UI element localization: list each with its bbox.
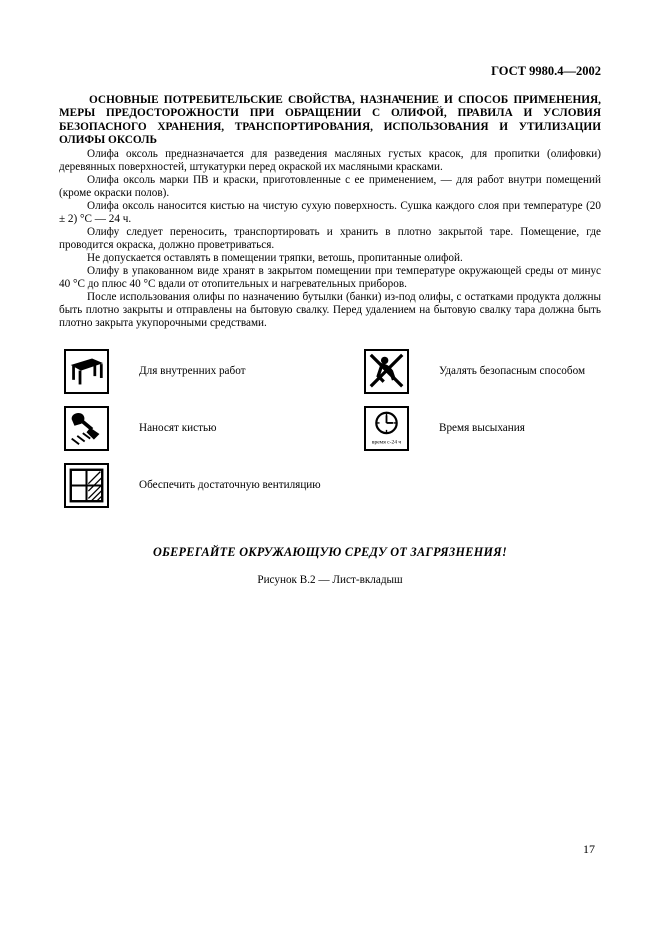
body-paragraph: Не допускается оставлять в помещении тряпки, ветошь, пропитанные олифой.	[87, 251, 463, 264]
pictogram-label: Наносят кистью	[139, 422, 217, 435]
pictogram-label: Время высыхания	[439, 422, 525, 435]
pictogram-ventilation	[64, 462, 364, 509]
pictogram-label: Удалять безопасным способом	[439, 365, 586, 378]
body-paragraph: Олифу следует переносить, транспортировать и хранить в плотно закрытой таре. Помещение, где проводится окраска, должно проветриваться.	[59, 225, 601, 251]
body-paragraph: Олифа оксоль наносится кистью на чистую сухую поверхность. Сушка каждого слоя при температуре (20 ± 2) °С — 24 ч.	[59, 199, 601, 225]
pictogram-safe-disposal	[364, 348, 606, 395]
table-icon	[64, 349, 109, 394]
pictogram-grid	[64, 348, 601, 509]
page-content	[59, 64, 601, 586]
body-paragraph: После использования олифы по назначению бутылки (банки) из-под олифы, с остатками продукта должны быть плотно закрыты и отправлены на бытовую свалку. Перед удалением на бытовую свалку тара должна быть плотно закрыта укупорочными средствами.	[59, 290, 601, 329]
page-number: 17	[583, 842, 595, 856]
clock-caption: время с-24 ч	[371, 438, 402, 445]
environment-notice: ОБЕРЕГАЙТЕ ОКРУЖАЮЩУЮ СРЕДУ ОТ ЗАГРЯЗНЕНИЯ!	[152, 544, 508, 559]
pictogram-interior-work	[64, 348, 364, 395]
pictogram-apply-brush	[64, 405, 364, 452]
pictogram-drying-time	[364, 405, 606, 452]
clock-icon	[364, 406, 409, 451]
body-paragraph: Олифа оксоль предназначается для разведения масляных густых красок, для пропитки (олифовки) деревянных поверхностей, штукатурки перед окраской их масляными красками.	[59, 147, 601, 173]
standard-number: ГОСТ 9980.4—2002	[491, 64, 601, 78]
window-icon	[64, 463, 109, 508]
brush-hand-icon	[64, 406, 109, 451]
section-title: ОСНОВНЫЕ ПОТРЕБИТЕЛЬСКИЕ СВОЙСТВА, НАЗНАЧЕНИЕ И СПОСОБ ПРИМЕНЕНИЯ, МЕРЫ ПРЕДОСТОРОЖНОСТИ ПРИ ОБРАЩЕНИИ С ОЛИФОЙ, ПРАВИЛА И УСЛОВИЯ БЕЗОПАСНОГО ХРАНЕНИЯ, ТРАНСПОРТИРОВАНИЯ, ИСПОЛЬЗОВАНИЯ И УТИЛИЗАЦИИ ОЛИФЫ ОКСОЛЬ	[59, 94, 601, 147]
no-person-icon	[364, 349, 409, 394]
pictogram-label: Обеспечить достаточную вентиляцию	[139, 479, 321, 492]
body-paragraph: Олифу в упакованном виде хранят в закрытом помещении при температуре окружающей среды от минус 40 °С до плюс 40 °С вдали от отопительных и нагревательных приборов.	[59, 264, 601, 290]
body-paragraph: Олифа оксоль марки ПВ и краски, приготовленные с ее применением, — для работ внутри помещений (кроме окраски полов).	[59, 173, 601, 199]
pictogram-label: Для внутренних работ	[139, 365, 246, 378]
figure-caption: Рисунок В.2 — Лист-вкладыш	[257, 573, 403, 586]
